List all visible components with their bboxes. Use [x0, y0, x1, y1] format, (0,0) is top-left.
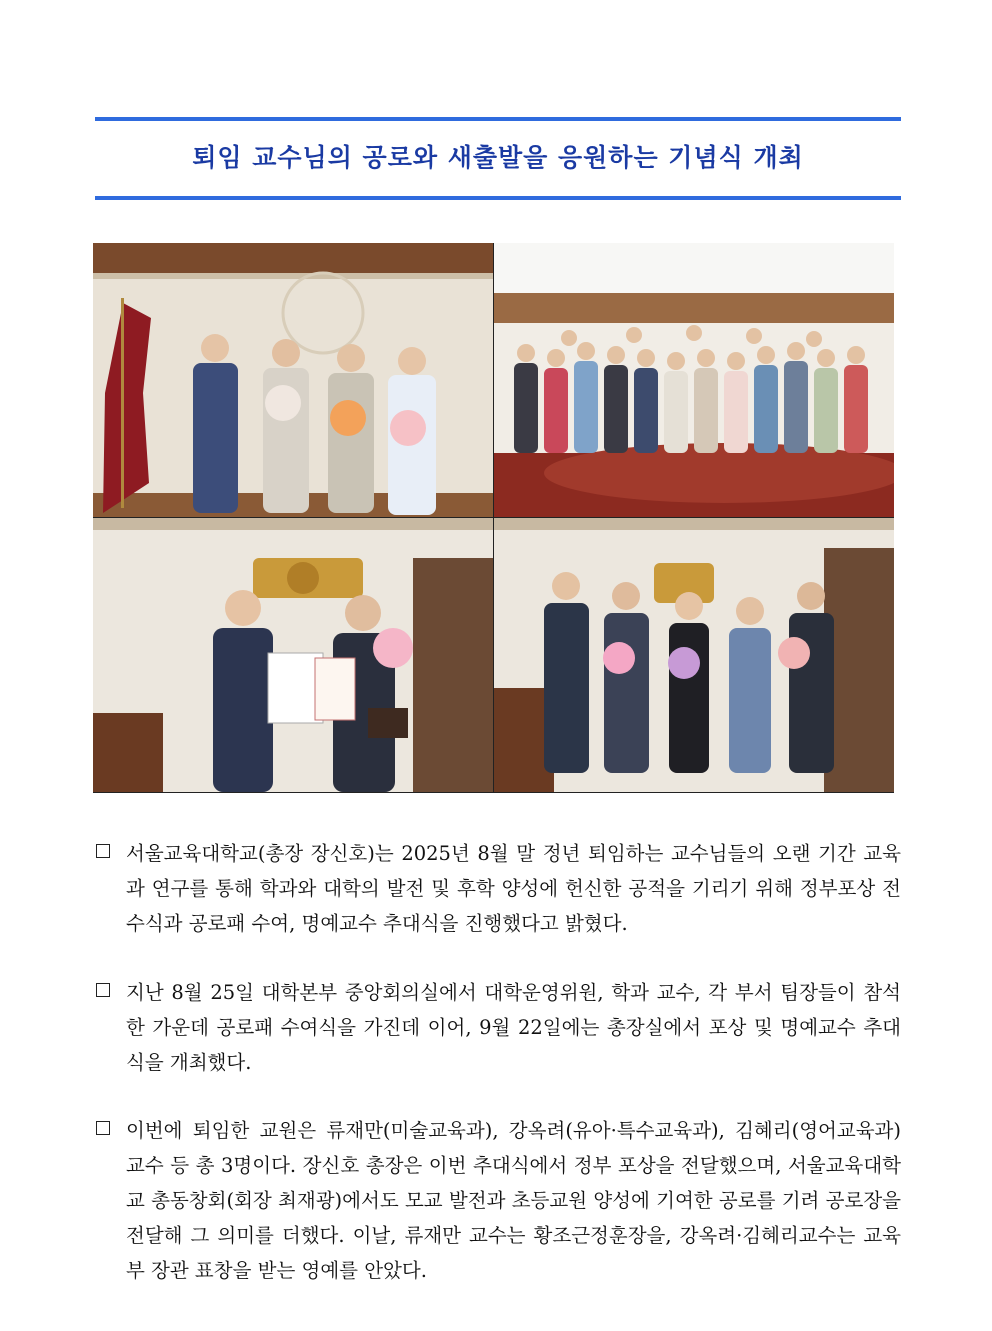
paragraph-2: [96, 975, 901, 1080]
photo-4-image: [494, 518, 894, 792]
photo-4: [494, 518, 894, 792]
page-title: 퇴임 교수님의 공로와 새출발을 응원하는 기념식 개최: [192, 143, 804, 172]
title-bottom-rule: [95, 196, 901, 200]
photo-3: [93, 518, 493, 792]
photo-1-image: [93, 243, 493, 517]
checkbox-bullet-icon: [96, 1121, 110, 1135]
photo-3-image: [93, 518, 493, 792]
photo-1: [93, 243, 493, 517]
checkbox-bullet-icon: [96, 983, 110, 997]
photo-2-image: [494, 243, 894, 517]
paragraph-3-text: 이번에 퇴임한 교원은 류재만(미술교육과), 강옥려(유아·특수교육과), 김혜리(영어교육과) 교수 등 총 3명이다. 장신호 총장은 이번 추대식에서 정부 포상을 전달했으며, 서울교육대학교 총동창회(회장 최재광)에서도 모교 발전과 초등교원 양성에 기여한 공로를 기려 공로장을 전달해 그 의미를 더했다. 이날, 류재만 교수는 황조근정훈장을, 강옥려·김혜리교수는 교육부 장관 표창을 받는 영예를 안았다.: [126, 1119, 901, 1282]
photo-2: [494, 243, 894, 517]
checkbox-bullet-icon: [96, 844, 110, 858]
paragraph-2-text: 지난 8월 25일 대학본부 중앙회의실에서 대학운영위원, 학과 교수, 각 부서 팀장들이 참석한 가운데 공로패 수여식을 가진데 이어, 9월 22일에는 총장실에서 포상 및 명예교수 추대식을 개최했다.: [126, 981, 901, 1074]
photo-grid: [93, 243, 894, 793]
paragraph-1: [96, 836, 901, 941]
paragraph-1-text: 서울교육대학교(총장 장신호)는 2025년 8월 말 정년 퇴임하는 교수님들의 오랜 기간 교육과 연구를 통해 학과와 대학의 발전 및 후학 양성에 헌신한 공적을 기리기 위해 정부포상 전수식과 공로패 수여, 명예교수 추대식을 진행했다고 밝혔다.: [126, 842, 901, 935]
paragraph-3: [96, 1113, 901, 1288]
title-top-rule: [95, 117, 901, 121]
